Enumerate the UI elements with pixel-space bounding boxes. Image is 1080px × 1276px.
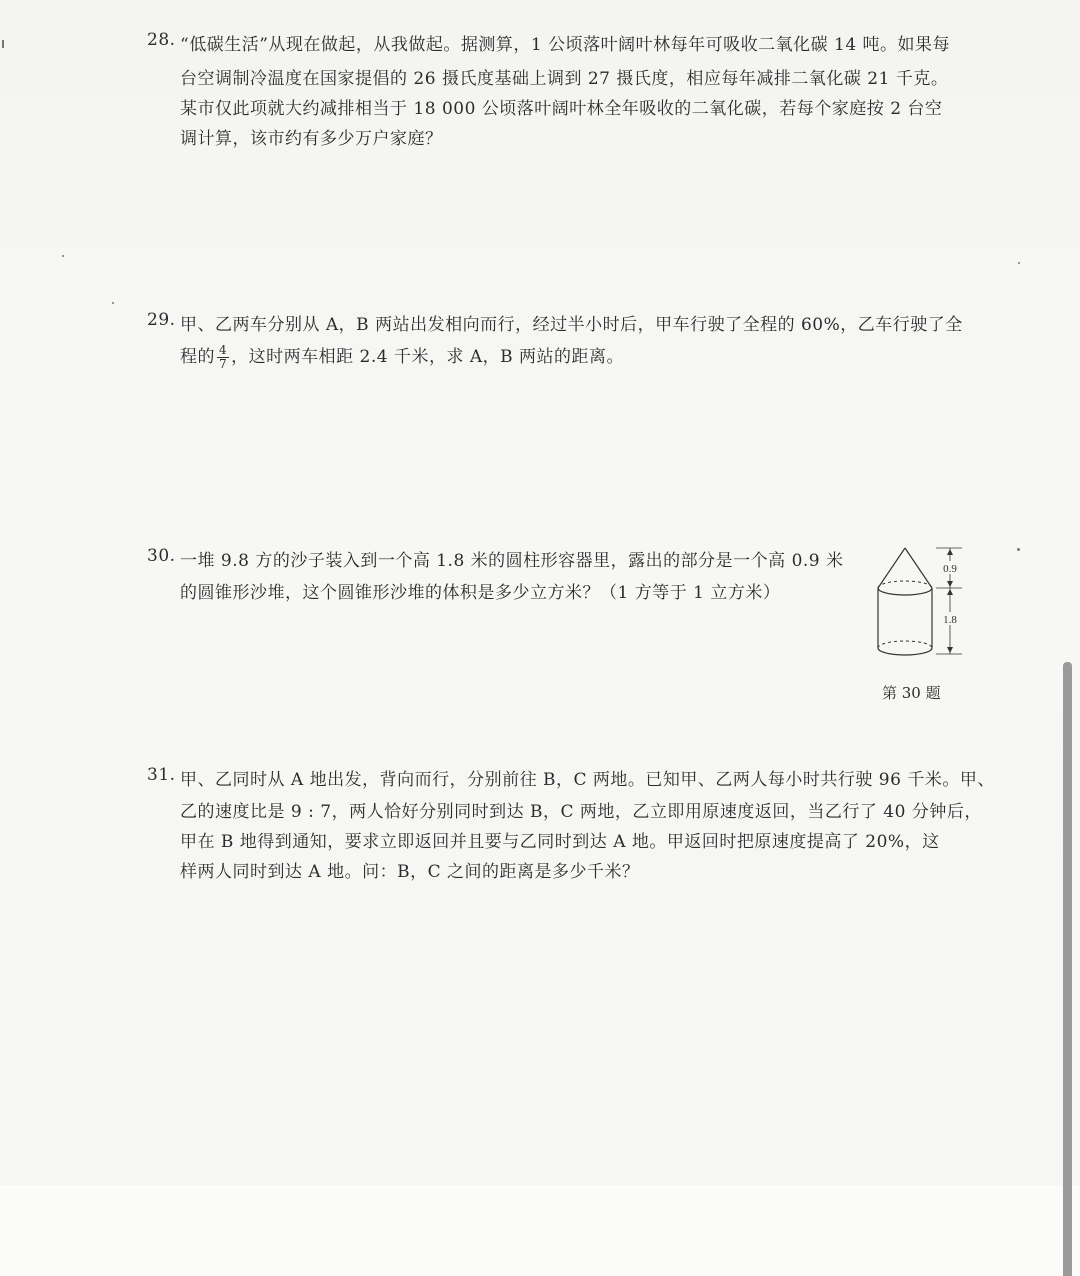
cone-on-cylinder-figure xyxy=(870,540,970,670)
scan-speck xyxy=(2,40,4,48)
cylinder-bottom-front xyxy=(878,648,932,655)
problem-text-line: 一堆 9.8 方的沙子装入到一个高 1.8 米的圆柱形容器里，露出的部分是一个高 0.9 米 xyxy=(180,551,844,571)
cylinder-bottom-back xyxy=(878,641,932,648)
problem-text-line: 甲、乙同时从 A 地出发，背向而行，分别前往 B，C 两地。已知甲、乙两人每小时共行驶 96 千米。甲、 xyxy=(180,770,995,790)
problem-text-line: 样两人同时到达 A 地。问：B，C 之间的距离是多少千米？ xyxy=(180,862,640,882)
problem-text-line-with-fraction xyxy=(180,342,624,371)
text-before-fraction: 程的 xyxy=(180,347,215,367)
problem-number: 29. xyxy=(147,310,176,330)
problem-text-line: 乙的速度比是 9 : 7，两人恰好分别同时到达 B，C 两地，乙立即用原速度返回，当乙行了 40 分钟后， xyxy=(180,802,982,822)
cylinder-top-front xyxy=(878,588,932,595)
cone-height-label: 0.9 xyxy=(943,563,957,575)
text-after-fraction: ，这时两车相距 2.4 千米，求 A，B 两站的距离。 xyxy=(231,347,625,367)
fraction xyxy=(217,344,229,371)
figure-caption: 第 30 题 xyxy=(882,684,941,702)
problem-text-line: 台空调制冷温度在国家提倡的 26 摄氏度基础上调到 27 摄氏度，相应每年减排二氧化碳 21 千克。 xyxy=(180,69,949,89)
dimension-arrow xyxy=(947,589,953,595)
dimension-arrow xyxy=(947,581,953,587)
problem-number: 30. xyxy=(147,546,176,566)
vertical-scrollbar[interactable] xyxy=(1063,662,1072,1276)
problem-text-line: 甲、乙两车分别从 A，B 两站出发相向而行，经过半小时后，甲车行驶了全程的 60%，乙车行驶了全 xyxy=(180,315,963,335)
problem-text-line: “低碳生活”从现在做起，从我做起。据测算，1 公顷落叶阔叶林每年可吸收二氧化碳 14 吨。如果每 xyxy=(180,35,951,55)
problem-text-line: 的圆锥形沙堆，这个圆锥形沙堆的体积是多少立方米？（1 方等于 1 立方米） xyxy=(180,583,781,603)
problem-number: 31. xyxy=(147,765,176,785)
dimension-arrow xyxy=(947,549,953,555)
problem-text-line: 调计算，该市约有多少万户家庭？ xyxy=(180,129,443,149)
scan-speck xyxy=(62,255,64,257)
problem-text-line: 某市仅此项就大约减排相当于 18 000 公顷落叶阔叶林全年吸收的二氧化碳，若每个家庭按 2 台空 xyxy=(180,99,943,119)
page-bottom-margin xyxy=(0,1185,1080,1276)
fraction-denominator: 7 xyxy=(219,357,228,371)
fraction-numerator: 4 xyxy=(219,343,228,357)
problem-number: 28. xyxy=(147,30,176,50)
problem-text-line: 甲在 B 地得到通知，要求立即返回并且要与乙同时到达 A 地。甲返回时把原速度提高了 20%，这 xyxy=(180,832,940,852)
cylinder-height-label: 1.8 xyxy=(943,614,957,626)
scan-speck xyxy=(112,302,114,304)
scan-speck xyxy=(1018,262,1020,264)
dimension-arrow xyxy=(947,647,953,653)
cone-left-edge xyxy=(878,548,905,588)
cylinder-top-back xyxy=(878,581,932,588)
scan-speck xyxy=(1017,548,1020,551)
